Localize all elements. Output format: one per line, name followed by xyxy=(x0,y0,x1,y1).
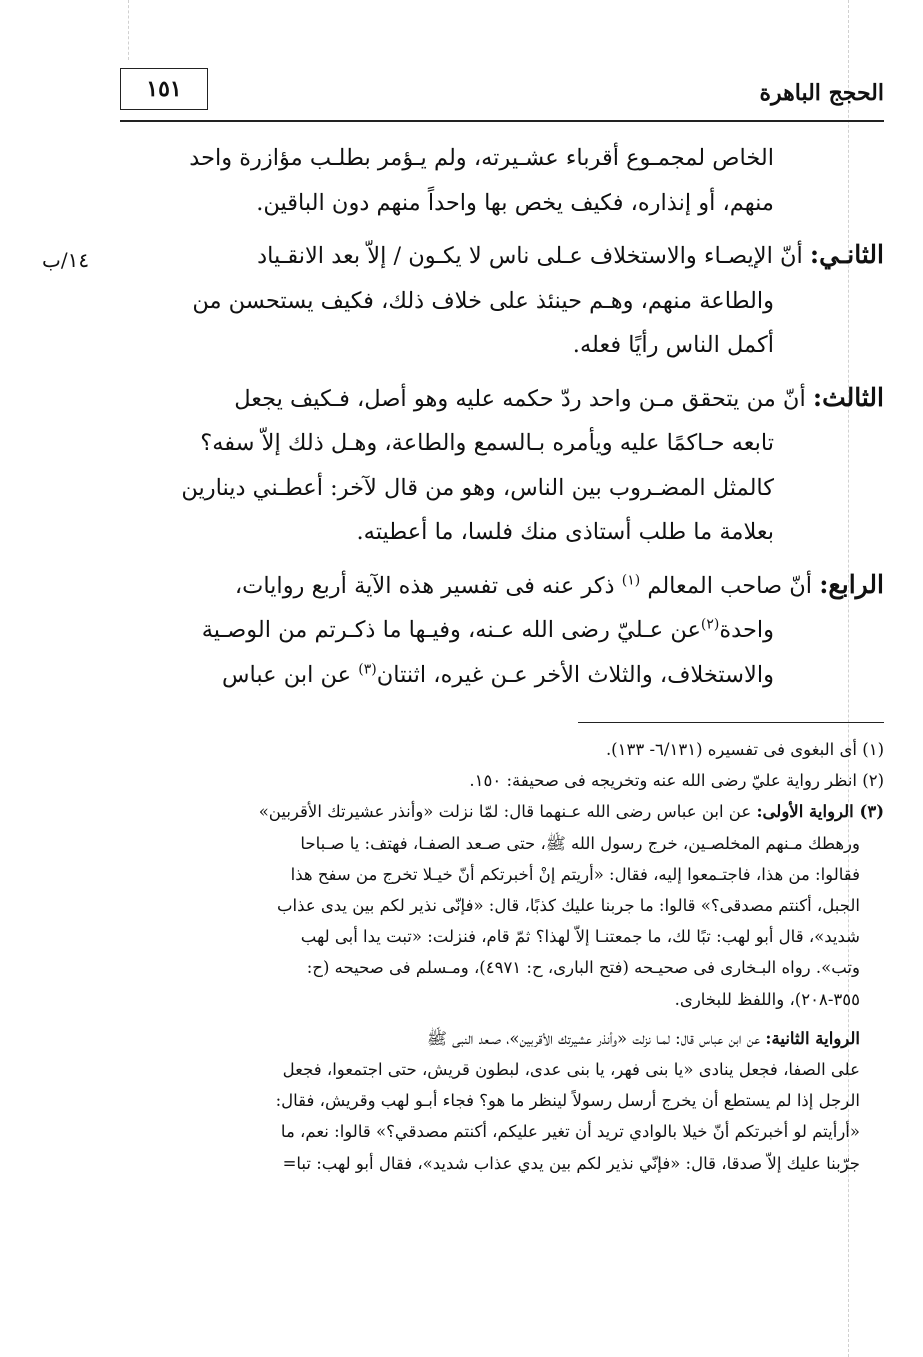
second-narration-line-5: جرّبنا عليك إلاّ صدقا، قال: «فإنّي نذير لكم بين يدي عذاب شديد»، فقال أبو لهب: تبا= xyxy=(282,1153,860,1173)
second-narration-line-4: «أرأيتم لو أخبرتكم أنّ خيلا بالوادي تريد أن تغير عليكم، أكنتم مصدقي؟» قالوا: نعم، ما xyxy=(280,1122,860,1142)
second-narration-line-1: الرواية الثانية: عن ابن عباس قال: لمـا نزلت «وأنذر عشيرتك الأقربين»، صـعد النبى ﷺ xyxy=(426,1028,860,1048)
third-line-2: تابعه حـاكمًا عليه ويأمره بـالسمع والطاعة، وهـل ذلك إلاّ سفه؟ xyxy=(200,430,774,456)
fourth-line-2: واحدة$^{(٢)}$عن عـليّ رضى الله عـنه، وفيـها ما ذكـرتم من الوصـية xyxy=(201,616,774,643)
footnote-3-label: (٣) الرواية الأولى: xyxy=(756,802,884,822)
footnote-3-line-2: ورهطك مـنهم المخلصـين، خرج رسول الله ﷺ، حتى صـعد الصفـا، فهتف: يا صـباحا xyxy=(300,833,860,853)
running-title: الحجج الباهرة xyxy=(759,80,884,106)
third-line-3: كالمثل المضـروب بين الناس، وهو من قال لآخر: أعطـني دينارين xyxy=(181,474,774,501)
header-rule xyxy=(120,120,884,122)
scan-guide-line-top xyxy=(128,0,129,60)
second-narration-line-3: الرجل إذا لم يستطع أن يخرج أرسل رسولاً لينظر ما هو؟ فجاء أبـو لهب وقريش، فقال: xyxy=(275,1091,860,1111)
margin-folio-note: ١٤/ب xyxy=(42,248,90,272)
second-narration-line-2: على الصفا، فجعل ينادى «يا بنى فهر، يا بنى عدى، لبطون قريش، حتى اجتمعوا، فجعل xyxy=(282,1060,860,1080)
term-fourth: الرابع: xyxy=(819,569,884,599)
second-line-1: الثانـي: أنّ الإيصـاء والاستخلاف عـلى ناس لا يكـون / إلاّ بعد الانقـياد xyxy=(257,240,884,269)
footnote-ref-1[interactable]: (١) xyxy=(621,572,641,588)
footnotes xyxy=(120,734,884,1179)
third-line-1: الثالث: أنّ من يتحقق مـن واحد ردّ حكمه عليه وهو أصل، فـكيف يجعل xyxy=(234,382,884,412)
footnote-3-line-1: (٣) الرواية الأولى: عن ابن عباس رضى الله عـنهما قال: لمّا نزلت «وأنذر عشيرتك الأقربين» xyxy=(258,802,884,822)
footnote-separator xyxy=(578,722,884,723)
second-line-2: والطاعة منهم، وهـم حينئذ على خلاف ذلك، فكيف يستحسن من xyxy=(192,287,774,314)
footnote-3-line-7: ٣٥٥-٢٠٨)، واللفظ للبخارى. xyxy=(674,989,860,1009)
footnote-ref-3[interactable]: (٣) xyxy=(358,661,377,677)
footnote-3-line-5: شديد»، قال أبو لهب: تبًا لك، ما جمعتنـا إلاّ لهذا؟ ثمّ قام، فنزلت: «تبت يدا أبى لهب xyxy=(300,927,860,947)
footnote-1: (١) أى البغوى فى تفسيره (٦/١٣١- ١٣٣). xyxy=(605,740,884,759)
footnote-3-line-4: الجبل، أكنتم مصدقى؟» قالوا: ما جربنا عليك كذبًا، قال: «فإنّى نذير لكم بين يدى عذاب xyxy=(276,896,860,916)
footnote-3-line-6: وتب». رواه البـخارى فى صحيـحه (فتح البارى، ح: ٤٩٧١)، ومـسلم فى صحيحه (ح: xyxy=(306,958,860,978)
second-narration-label: الرواية الثانية: xyxy=(765,1028,860,1048)
intro-line-2: منهم، أو إنذاره، فكيف يخص بها واحداً منهم دون الباقين. xyxy=(256,189,774,216)
fourth-line-3: والاستخلاف، والثلاث الأخر عـن غيره، اثنتان$^{(٣)}$ عن ابن عباس xyxy=(222,661,774,688)
page-header xyxy=(120,66,884,122)
term-second: الثانـي: xyxy=(809,240,884,269)
fourth-line-1: الرابع: أنّ صاحب المعالم $^{(١)}$ ذكر عنه فى تفسير هذه الآية أربع روايات، xyxy=(234,569,884,599)
term-third: الثالث: xyxy=(812,382,884,412)
footnote-3-line-3: فقالوا: من هذا، فاجتـمعوا إليه، فقال: «أريتم إنْ أخبرتكم أنّ خيـلا تخرج من سفح هذا xyxy=(290,864,860,884)
second-line-3: أكمل الناس رأيًا فعله. xyxy=(572,332,774,358)
third-line-4: بعلامة ما طلب أستاذى منك فلسا، ما أعطيته. xyxy=(356,519,774,545)
main-text xyxy=(120,136,884,697)
footnote-ref-2[interactable]: (٢) xyxy=(700,616,720,633)
footnote-2: (٢) انظر رواية عليّ رضى الله عنه وتخريجه فى صحيفة: ١٥٠. xyxy=(469,771,884,791)
intro-line-1: الخاص لمجمـوع أقرباء عشـيرته، ولم يـؤمر بطلـب مؤازرة واحد xyxy=(189,145,774,171)
page-number: ١٥١ xyxy=(120,68,208,110)
